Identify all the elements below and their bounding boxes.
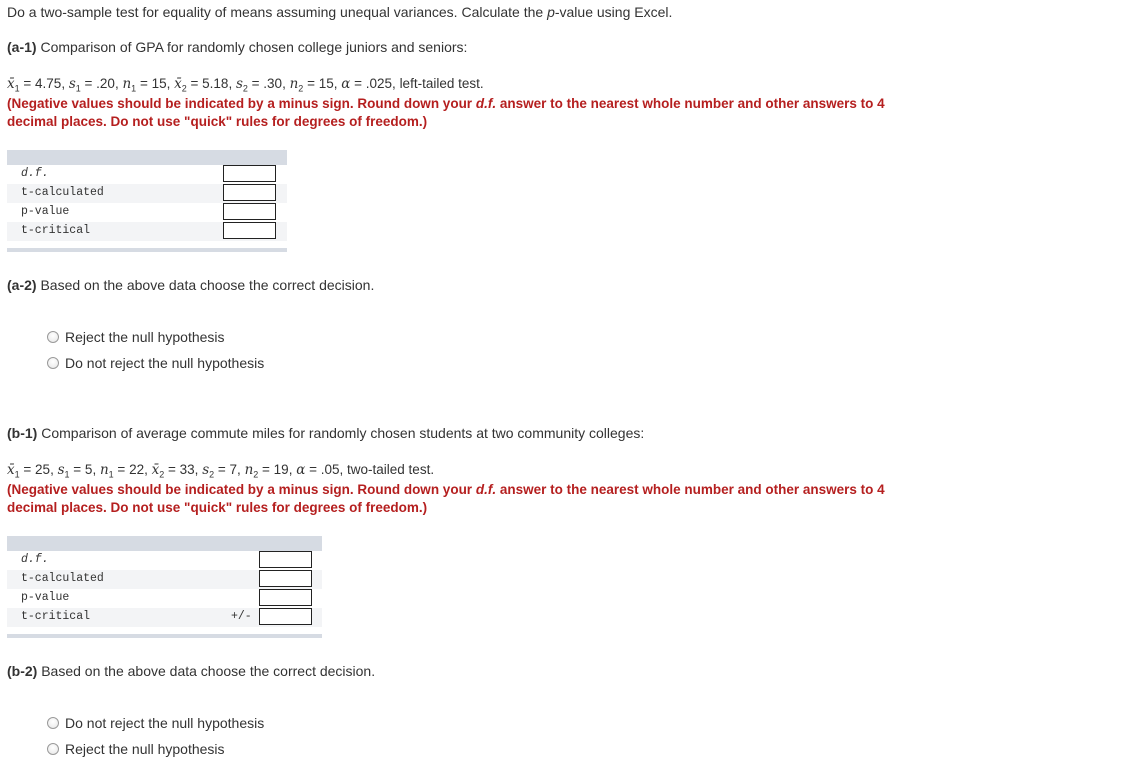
b1-n2: 19 bbox=[273, 462, 289, 477]
question-a1-warning: (Negative values should be indicated by a minus sign. Round down your d.f. answer to the nearest whole number and other answers to 4 decimal places. Do not use "quick" rules for degrees of freedom.) bbox=[7, 96, 885, 129]
a1-s2: .30 bbox=[263, 76, 283, 91]
row-label: t-calculated bbox=[21, 572, 104, 585]
question-b1-warning: (Negative values should be indicated by a minus sign. Round down your d.f. answer to the nearest whole number and other answers to 4 decimal places. Do not use "quick" rules for degrees of freedom.) bbox=[7, 482, 885, 515]
a1-x1: 4.75 bbox=[35, 76, 62, 91]
row-label: p-value bbox=[21, 205, 70, 218]
a2-option-reject[interactable] bbox=[47, 327, 225, 347]
row-label: d.f. bbox=[21, 167, 49, 180]
instructions-p: p bbox=[547, 4, 555, 20]
question-a1-label: (a-1) bbox=[7, 39, 37, 55]
question-b2-title bbox=[7, 663, 375, 679]
question-a2-title bbox=[7, 277, 374, 293]
a1-tail: left-tailed test. bbox=[399, 76, 484, 91]
b1-s2: 7 bbox=[229, 462, 238, 477]
table-row bbox=[7, 589, 322, 608]
radio-button[interactable] bbox=[47, 717, 59, 729]
question-a1-text: Comparison of GPA for randomly chosen college juniors and seniors: bbox=[36, 39, 468, 55]
question-a1-params: $x̄_1 = 4.75$, $s_1 = .20$, $n_1 = 15$, $x̄_2 = 5.18$, $s_2 = .30$, $n_2 = 15$, α = .025, left-tailed test. bbox=[7, 76, 484, 94]
row-label: p-value bbox=[21, 591, 70, 604]
option-label: Reject the null hypothesis bbox=[65, 329, 225, 345]
option-label: Do not reject the null hypothesis bbox=[65, 715, 265, 731]
instructions-text-start: Do a two-sample test for equality of means assuming unequal variances. Calculate the bbox=[7, 4, 548, 20]
b1-t-calculated-input[interactable] bbox=[259, 570, 312, 587]
instructions bbox=[7, 4, 672, 20]
option-label: Reject the null hypothesis bbox=[65, 741, 225, 757]
table-row bbox=[7, 570, 322, 589]
question-b2-text: Based on the above data choose the correct decision. bbox=[37, 663, 376, 679]
b1-s1: 5 bbox=[84, 462, 93, 477]
question-b1-text: Comparison of average commute miles for randomly chosen students at two community colleges: bbox=[37, 425, 645, 441]
table-row bbox=[7, 222, 287, 241]
a1-t-critical-input[interactable] bbox=[223, 222, 276, 239]
a1-p-value-input[interactable] bbox=[223, 203, 276, 220]
b1-x1: 25 bbox=[35, 462, 51, 477]
row-label: d.f. bbox=[21, 553, 49, 566]
row-label: t-calculated bbox=[21, 186, 104, 199]
a1-x2: 5.18 bbox=[202, 76, 229, 91]
a1-t-calculated-input[interactable] bbox=[223, 184, 276, 201]
answer-table-a1 bbox=[7, 150, 287, 252]
radio-button[interactable] bbox=[47, 743, 59, 755]
a2-option-do-not-reject[interactable] bbox=[47, 353, 264, 373]
option-label: Do not reject the null hypothesis bbox=[65, 355, 265, 371]
table-row bbox=[7, 551, 322, 570]
question-a2-text: Based on the above data choose the correct decision. bbox=[36, 277, 375, 293]
question-b1-label: (b-1) bbox=[7, 425, 38, 441]
b2-option-reject[interactable] bbox=[47, 739, 225, 759]
radio-button[interactable] bbox=[47, 357, 59, 369]
b1-x2: 33 bbox=[179, 462, 195, 477]
question-b1-title bbox=[7, 425, 644, 441]
table-row bbox=[7, 165, 287, 184]
a1-n2: 15 bbox=[318, 76, 334, 91]
table-row bbox=[7, 184, 287, 203]
a1-df-input[interactable] bbox=[223, 165, 276, 182]
a1-alpha: .025 bbox=[365, 76, 393, 91]
question-a1-title bbox=[7, 39, 467, 55]
plus-minus-sign: +/- bbox=[231, 610, 252, 623]
b1-t-critical-input[interactable] bbox=[259, 608, 312, 625]
question-a2-label: (a-2) bbox=[7, 277, 37, 293]
answer-table-b1 bbox=[7, 536, 322, 638]
radio-button[interactable] bbox=[47, 331, 59, 343]
b1-p-value-input[interactable] bbox=[259, 589, 312, 606]
b2-option-do-not-reject[interactable] bbox=[47, 713, 264, 733]
row-label: t-critical bbox=[21, 224, 91, 237]
b1-n1: 22 bbox=[129, 462, 145, 477]
table-row bbox=[7, 203, 287, 222]
row-label: t-critical bbox=[21, 610, 91, 623]
b1-tail: two-tailed test. bbox=[347, 462, 435, 477]
instructions-text-end: -value using Excel. bbox=[554, 4, 673, 20]
question-b2-label: (b-2) bbox=[7, 663, 38, 679]
a1-n1: 15 bbox=[151, 76, 167, 91]
a1-s1: .20 bbox=[96, 76, 115, 91]
table-row bbox=[7, 608, 322, 627]
question-b1-params: $x̄_1 = 25$, $s_1 = 5$, $n_1 = 22$, $x̄_2 = 33$, $s_2 = 7$, $n_2 = 19$, α = .05, two-tailed test. bbox=[7, 462, 435, 480]
b1-df-input[interactable] bbox=[259, 551, 312, 568]
b1-alpha: .05 bbox=[320, 462, 340, 477]
